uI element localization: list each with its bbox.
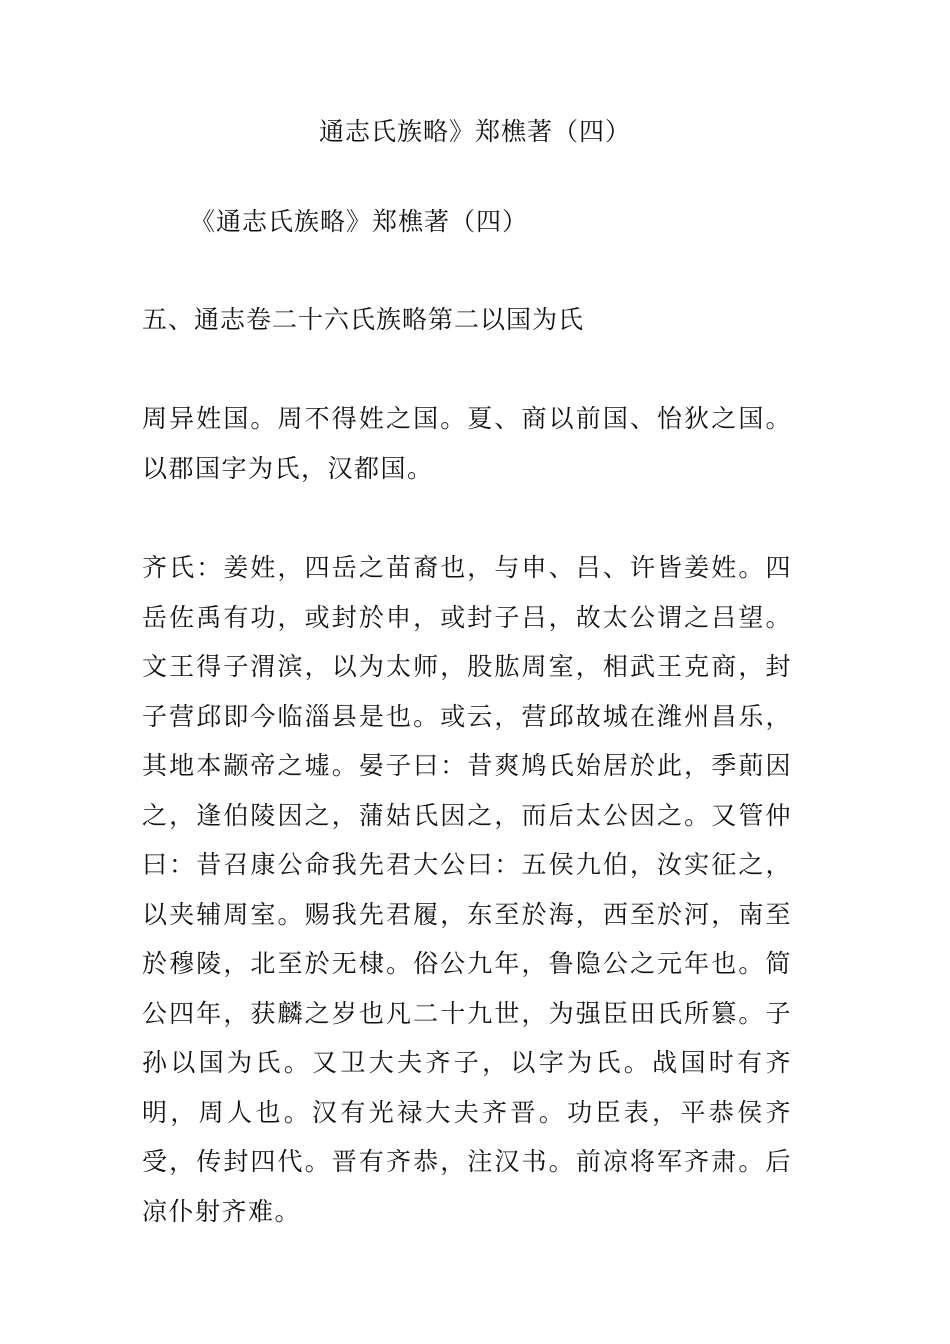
document-title: 通志氏族略》郑樵著（四） [318,117,631,146]
paragraph-intro: 周异姓国。周不得姓之国。夏、商以前国、怡狄之国。以郡国字为氏，汉都国。 [142,404,792,483]
section-heading: 五、通志卷二十六氏族略第二以国为氏 [142,305,585,334]
document-subtitle: 《通志氏族略》郑樵著（四） [190,207,529,236]
paragraph-qi-clan: 齐氏：姜姓，四岳之苗裔也，与申、吕、许皆姜姓。四岳佐禹有功，或封於申，或封子吕，故太公谓之吕望。文王得子渭滨，以为太师，股肱周室，相武王克商，封子营邱即今临淄县是也。或云，营邱故城在潍州昌乐，其地本颛帝之墟。晏子曰：昔爽鸠氏始居於此，季萴因之，逢伯陵因之，蒲姑氏因之，而后太公因之。又管仲曰：昔召康公命我先君大公曰：五侯九伯，汝实征之，以夹辅周室。赐我先君履，东至於海，西至於河，南至於穆陵，北至於无棣。俗公九年，鲁隐公之元年也。简公四年，获麟之岁也凡二十九世，为强臣田氏所篡。子孙以国为氏。又卫大夫齐子，以字为氏。战国时有齐明，周人也。汉有光禄大夫齐晋。功臣表，平恭侯齐受，传封四代。晋有齐恭，注汉书。前凉将军齐肃。后凉仆射齐难。 [142,553,792,1226]
